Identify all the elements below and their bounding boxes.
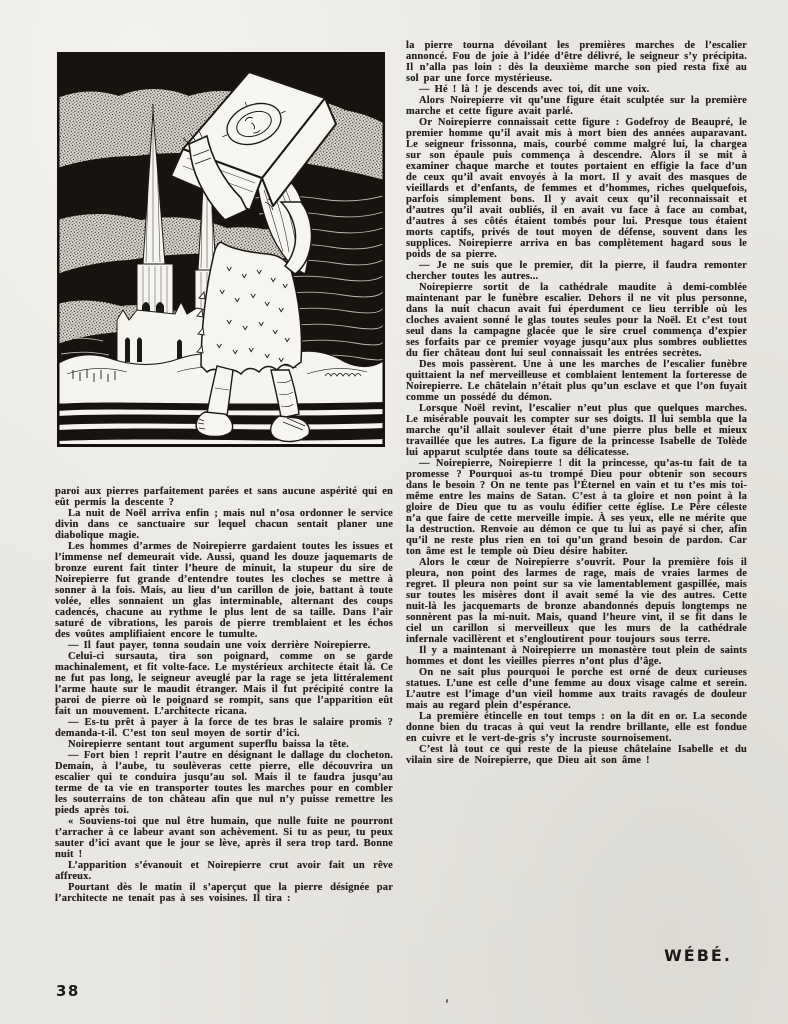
woodcut-illustration — [57, 52, 385, 447]
woodcut-svg — [57, 52, 385, 447]
paragraph: Il y a maintenant à Noirepierre un monastère tout plein de saints hommes et dont les vieilles pierres n’ont plus d’âge. — [406, 645, 747, 667]
paragraph: Noirepierre sortit de la cathédrale maudite à demi-comblée maintenant par le funèbre escalier. Dehors il ne vit plus personne, dans la nuit chacun avait fui éperdument ce lieu terrible où les cloches avaient sonné le glas toutes seules pour la Noël. Et c’est tout seul dans la campagne glacée que le sire cruel commença d’expier ses forfaits par ce premier voyage jusqu’aux plus sombres oubliettes du fier château dont lui seul connaissait les entrées secrètes. — [406, 282, 747, 359]
paragraph: C’est là tout ce qui reste de la pieuse châtelaine Isabelle et du vilain sire de Noirepierre, que Dieu ait son âme ! — [406, 744, 747, 766]
paragraph: La nuit de Noël arriva enfin ; mais nul n’osa ordonner le service divin dans ce sanctuaire sur lequel chacun sentait planer une diabolique magie. — [55, 508, 393, 541]
paragraph: Or Noirepierre connaissait cette figure : Godefroy de Beaupré, le premier homme qu’il avait mis à mort bien des années auparavant. Le seigneur frissonna, mais, courbé comme malgré lui, la chargea sur son épaule puis commença à descendre. Alors il se mit à examiner chaque marche et toutes portaient en effigie la face d’un de ceux qu’il avait envoyés à la mort. Il y avait des masques de vieillards et d’enfants, de femmes et d’hommes, riches quelquefois, parfois simplement bons. Il y avait ceux qu’il reconnaissait et d’autres qu’il avait oubliés, il en avait vu face à face au combat, d’autres à ses côtés étaient tombés pour lui. Presque tous étaient morts captifs, privés de tout moyen de défense, souvent dans les supplices. Noirepierre arriva en bas complètement hagard sous le poids de sa pierre. — [406, 117, 747, 260]
paragraph: Noirepierre sentant tout argument superflu baissa la tête. — [68, 739, 349, 750]
paragraph: Pourtant dès le matin il s’aperçut que la pierre désignée par l’architecte ne tenait pas à ses voisines. Il tira : — [55, 882, 393, 904]
left-foot — [196, 412, 232, 437]
paragraph: la pierre tourna dévoilant les premières marches de l’escalier annoncé. Fou de joie à l’idée d’être délivré, le seigneur s’y précipita. Il n’alla pas loin : dès la deuxième marche son pied resta fixé au sol par une force mystérieuse. — [406, 40, 747, 84]
paragraph: Les hommes d’armes de Noirepierre gardaient toutes les issues et l’immense nef demeurait vide. Aussi, quand les douze jaquemarts de bronze eurent fait tinter l’heure de minuit, la stupeur du sire de Noirepierre fut grande d’entendre toutes les cloches se mettre à sonner à la fois. Mais, au lieu d’un carillon de joie, battant à toute volée, elles sonnaient un glas interminable, alternant des coups cadencés, chacune au rythme le plus lent de sa taille. Dans l’air saturé de vibrations, les parois de pierre tremblaient et les échos des voûtes amplifiaient encore le tumulte. — [55, 541, 393, 640]
fur-tunic — [201, 242, 302, 374]
paragraph: — Hé ! là ! je descends avec toi, dit une voix. — [419, 84, 650, 95]
paragraph: Lorsque Noël revint, l’escalier n’eut plus que quelques marches. Le misérable pouvait les compter sur ses doigts. Il lui sembla que la marche qu’il allait soulever était d’une pierre plus belle et mieux travaillée que les autres. La figure de la princesse Isabelle de Tolède lui apparut sculptée dans toute sa délicatesse. — [406, 403, 747, 458]
paragraph: paroi aux pierres parfaitement parées et sans aucune aspérité qui en eût permis la descente ? — [55, 486, 393, 508]
paragraph: Alors le cœur de Noirepierre s’ouvrit. Pour la première fois il pleura, non point des larmes de rage, mais de vraies larmes de regret. Il pleura non point sur sa vie lamentablement gaspillée, mais sur toutes les misères dont il avait semé la vie des autres. Cette nuit-là les jacquemarts de bronze abandonnés depuis longtemps ne sonnèrent pas la mi-nuit. Mais, quand l’heure vint, il se fit dans le ciel un carillon si merveilleux que les murs de la cathédrale infernale vacillèrent et s’engloutirent pour toujours sous terre. — [406, 557, 747, 645]
paragraph: La première étincelle en tout temps : on la dit en or. La seconde donne bien du tracas à qui veut la rendre brillante, elle est fondue en cuivre et le vert-de-gris s’y incruste sournoisement. — [406, 711, 747, 744]
right-text-column — [406, 40, 747, 952]
paragraph: Des mois passèrent. Une à une les marches de l’escalier funèbre quittaient la nef merveilleuse et comblaient lentement la forteresse de Noirepierre. Le châtelain n’était plus qu’un esclave et que l’on fuyait comme un possédé du démon. — [406, 359, 747, 403]
paragraph: — Fort bien ! reprit l’autre en désignant le dallage du clocheton. Demain, à l’aube, tu soulèveras cette pierre, elle découvrira un escalier qui te conduira jusqu’au sol. Mais il te faudra jusqu’au terme de ta vie en transporter toutes les marches pour en combler les souterrains de ton château afin que nul n’y puisse remettre les pieds après toi. — [55, 750, 393, 816]
paragraph: « Souviens-toi que nul être humain, que nulle fuite ne pourront t’arracher à ce labeur avant son achèvement. Si tu as peur, tu peux sauter d’ici avant que le jour se lève, après il sera trop tard. Bonne nuit ! — [55, 816, 393, 860]
ink-speck — [446, 999, 449, 1003]
page-number: 38 — [56, 982, 80, 1000]
paragraph: — Es-tu prêt à payer à la force de tes bras le salaire promis ? demanda-t-il. C’est ton seul moyen de sortir d’ici. — [55, 717, 393, 739]
paragraph: On ne sait plus pourquoi le porche est orné de deux curieuses statues. L’une est celle d’une femme au doux visage calme et serein. L’autre est l’image d’un vieil homme aux traits ravagés de douleur mais au regard plein d’espérance. — [406, 667, 747, 711]
author-signature: WÉBÉ. — [664, 946, 732, 965]
paragraph: Celui-ci sursauta, tira son poignard, comme on se garde machinalement, et fit volte-face. Le mystérieux architecte était là. Ce ne fut pas long, le seigneur aveuglé par la rage se jeta littéralement l’arme haute sur le maudit étranger. Mais il fut précipité contre la paroi de pierre où le poignard se rompit, sans que l’apparition eût fait un mouvement. L’architecte ricana. — [55, 651, 393, 717]
paragraph: Alors Noirepierre vit qu’une figure était sculptée sur la première marche et cette figure avait parlé. — [406, 95, 747, 117]
paragraph: — Il faut payer, tonna soudain une voix derrière Noirepierre. — [68, 640, 371, 651]
paragraph: — Je ne suis que le premier, dit la pierre, il faudra remonter chercher toutes les autres... — [406, 260, 747, 282]
paragraph: — Noirepierre, Noirepierre ! dit la princesse, qu’as-tu fait de ta promesse ? Pourquoi as-tu trompé Dieu pour obtenir son secours dans le besoin ? On ne tente pas l’Éternel en vain et tu t’es mis toi-même entre les mains de Satan. C’est à ta gloire et non point à la gloire de Dieu que tu as voulu édifier cette église. Le Père céleste n’a que faire de cette merveille impie. À ses yeux, elle ne mérite que la destruction. Renvoie au démon ce que tu lui as payé si cher, afin qu’il ne reste plus rien en toi qu’un grand besoin de pardon. Car ton âme est le temple où Dieu désire habiter. — [406, 458, 747, 557]
paragraph: L’apparition s’évanouit et Noirepierre crut avoir fait un rêve affreux. — [55, 860, 393, 882]
left-text-column — [55, 486, 393, 978]
